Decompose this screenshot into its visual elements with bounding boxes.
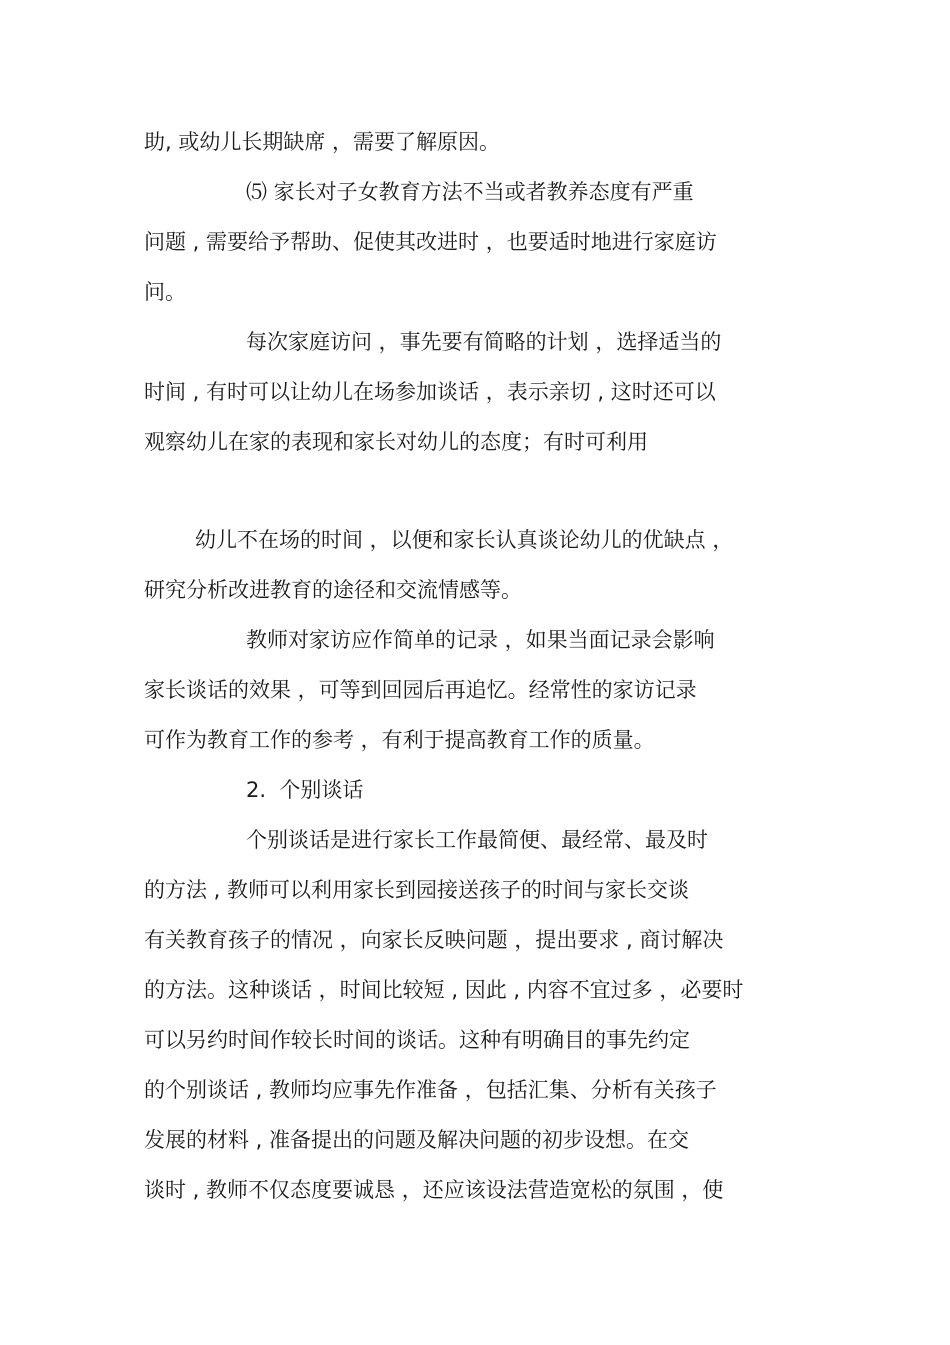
text-line: 的个别谈话 , 教师均应事先作准备 ，包括汇集、分析有关孩子	[144, 1078, 717, 1102]
text-line: 时间 , 有时可以让幼儿在场参加谈话 ，表示亲切 , 这时还可以	[144, 380, 716, 404]
text-line: 幼儿不在场的时间 ，以便和家长认真谈论幼儿的优缺点 ，	[195, 528, 734, 552]
text-line: 研究分析改进教育的途径和交流情感等。	[144, 578, 522, 602]
text-line: 的方法。这种谈话 ，时间比较短 , 因此 , 内容不宜过多 ，必要时	[144, 978, 744, 1002]
text-line: 观察幼儿在家的表现和家长对幼儿的态度；有时可利用	[144, 430, 648, 454]
text-line: 可作为教育工作的参考 ，有利于提高教育工作的质量。	[144, 728, 655, 752]
text-line: 的方法 , 教师可以利用家长到园接送孩子的时间与家长交谈	[144, 878, 690, 902]
section-heading: 2. 个别谈话	[246, 778, 364, 802]
text-line: 问。	[144, 280, 186, 304]
text-line: 发展的材料 , 准备提出的问题及解决问题的初步设想。在交	[144, 1128, 690, 1152]
text-line: 谈时 , 教师不仅态度要诚恳 ，还应该设法营造宽松的氛围 ，使	[144, 1178, 724, 1202]
text-line: 个别谈话是进行家长工作最简便、最经常、最及时	[246, 828, 708, 852]
text-line: 可以另约时间作较长时间的谈话。这种有明确目的事先约定	[144, 1028, 690, 1052]
text-line: 每次家庭访问 ，事先要有简略的计划 ，选择适当的	[246, 330, 722, 354]
text-line: 问题 , 需要给予帮助、促使其改进时 ，也要适时地进行家庭访	[144, 230, 717, 254]
text-line: 教师对家访应作简单的记录 ，如果当面记录会影响	[246, 628, 715, 652]
text-line: 有关教育孩子的情况 ，向家长反映问题 ，提出要求 , 商讨解决	[144, 928, 724, 952]
text-line: 助, 或幼儿长期缺席 ，需要了解原因。	[144, 130, 501, 154]
text-line: ⑸ 家长对子女教育方法不当或者教养态度有严重	[246, 180, 694, 204]
text-line: 家长谈话的效果 ，可等到回园后再追忆。经常性的家访记录	[144, 678, 697, 702]
